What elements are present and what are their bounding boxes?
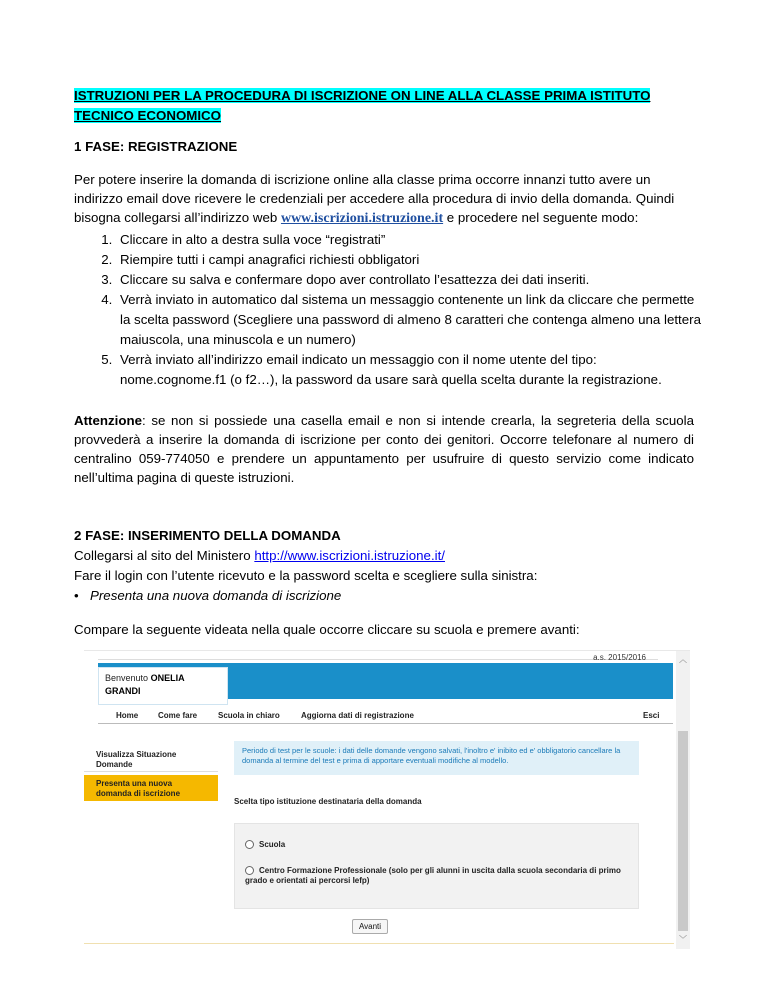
bullet-icon: • — [74, 588, 79, 603]
nav-scuola-in-chiaro[interactable]: Scuola in chiaro — [218, 711, 280, 720]
scrollbar-thumb[interactable] — [678, 731, 688, 931]
list-item: 5. Verrà inviato all’indirizzo email indicato un messaggio con il nome utente del tipo: nome.cognome.f1 (o f2…), la password da usare sarà quella scelta durante la registrazione. — [116, 350, 706, 390]
ministero-link[interactable]: http://www.iscrizioni.istruzione.it/ — [254, 548, 445, 563]
test-notice: Periodo di test per le scuole: i dati delle domande vengono salvati, l'inoltro e' inibito ed e' obbligatorio cancellare la domanda al termine del test e prima di apportare eventuali modifiche al modello. — [234, 741, 639, 775]
list-item: 3. Cliccare su salva e confermare dopo aver controllato l’esattezza dei dati inseriti. — [116, 270, 706, 290]
phase1-intro: Per potere inserire la domanda di iscrizione online alla classe prima occorre innanzi tutto avere un indirizzo email dove ricevere le credenziali per accedere alla procedura di invio della domanda. Quindi bisogna collegarsi all’indirizzo web www.iscrizioni.istruzione.it e procedere nel seguente modo: — [74, 172, 675, 226]
scrollbar[interactable] — [676, 651, 690, 949]
sidebar-item-presenta[interactable]: Presenta una nuova domanda di iscrizione — [84, 775, 218, 801]
divider — [98, 653, 658, 660]
nav-home[interactable]: Home — [116, 711, 139, 720]
phase2-heading: 2 FASE: INSERIMENTO DELLA DOMANDA — [74, 528, 341, 543]
option-scuola[interactable]: Scuola — [245, 840, 285, 850]
list-item: 1. Cliccare in alto a destra sulla voce “registrati” — [116, 230, 706, 250]
list-item: 2. Riempire tutti i campi anagrafici richiesti obbligatori — [116, 250, 706, 270]
list-item: 4. Verrà inviato in automatico dal sistema un messaggio contenente un link da cliccare che permette la scelta password (Scegliere una password di almeno 8 caratteri che contenga almeno una lettera maiuscola, una minuscola e un numero) — [116, 290, 706, 350]
phase2-line2: Fare il login con l’utente ricevuto e la password scelta e scegliere sulla sinistra: — [74, 568, 538, 583]
iscrizioni-link[interactable]: www.iscrizioni.istruzione.it — [280, 211, 444, 226]
phase1-heading: 1 FASE: REGISTRAZIONE — [74, 139, 238, 154]
chevron-down-icon[interactable]: ﹀ — [679, 935, 687, 944]
document-title: ISTRUZIONI PER LA PROCEDURA DI ISCRIZIONE ON LINE ALLA CLASSE PRIMA ISTITUTO TECNICO ECONOMICO — [74, 88, 651, 123]
phase2-line1: Collegarsi al sito del Ministero http://www.iscrizioni.istruzione.it/ — [74, 548, 445, 563]
nav-come-fare[interactable]: Come fare — [158, 711, 198, 720]
avanti-button[interactable]: Avanti — [352, 919, 388, 934]
nav-aggiorna-dati[interactable]: Aggiorna dati di registrazione — [301, 711, 414, 720]
choose-label: Scelta tipo istituzione destinataria della domanda — [234, 797, 422, 806]
nav-bar — [98, 709, 673, 724]
attention-paragraph: Attenzione: se non si possiede una casella email e non si intende crearla, la segreteria della scuola provvederà a inserire la domanda di iscrizione per conto dei genitori. Occorre telefonare al numero di centralino 059-774050 e prendere un appuntamento per usufruire di questo servizio come indicato nell’ultima pagina di queste istruzioni. — [74, 413, 694, 485]
school-year: a.s. 2015/2016 — [593, 653, 646, 662]
embedded-screenshot — [84, 650, 690, 949]
sidebar-item-visualizza[interactable]: Visualizza Situazione Domande — [84, 746, 218, 772]
chevron-up-icon[interactable]: ︿ — [679, 655, 687, 664]
welcome-box: Benvenuto ONELIA GRANDI — [98, 667, 228, 705]
option-cfp[interactable]: Centro Formazione Professionale (solo per gli alunni in uscita dalla scuola secondaria di primo grado e orientati ai percorsi Iefp) — [245, 866, 621, 885]
radio-icon[interactable] — [245, 866, 254, 875]
phase2-line3: Compare la seguente videata nella quale occorre cliccare su scuola e premere avanti: — [74, 622, 580, 637]
bullet-item: • Presenta una nuova domanda di iscrizione — [74, 588, 342, 603]
registration-steps — [74, 230, 706, 390]
options-panel — [234, 823, 639, 909]
divider — [84, 943, 674, 944]
radio-icon[interactable] — [245, 840, 254, 849]
nav-esci[interactable]: Esci — [643, 711, 660, 720]
